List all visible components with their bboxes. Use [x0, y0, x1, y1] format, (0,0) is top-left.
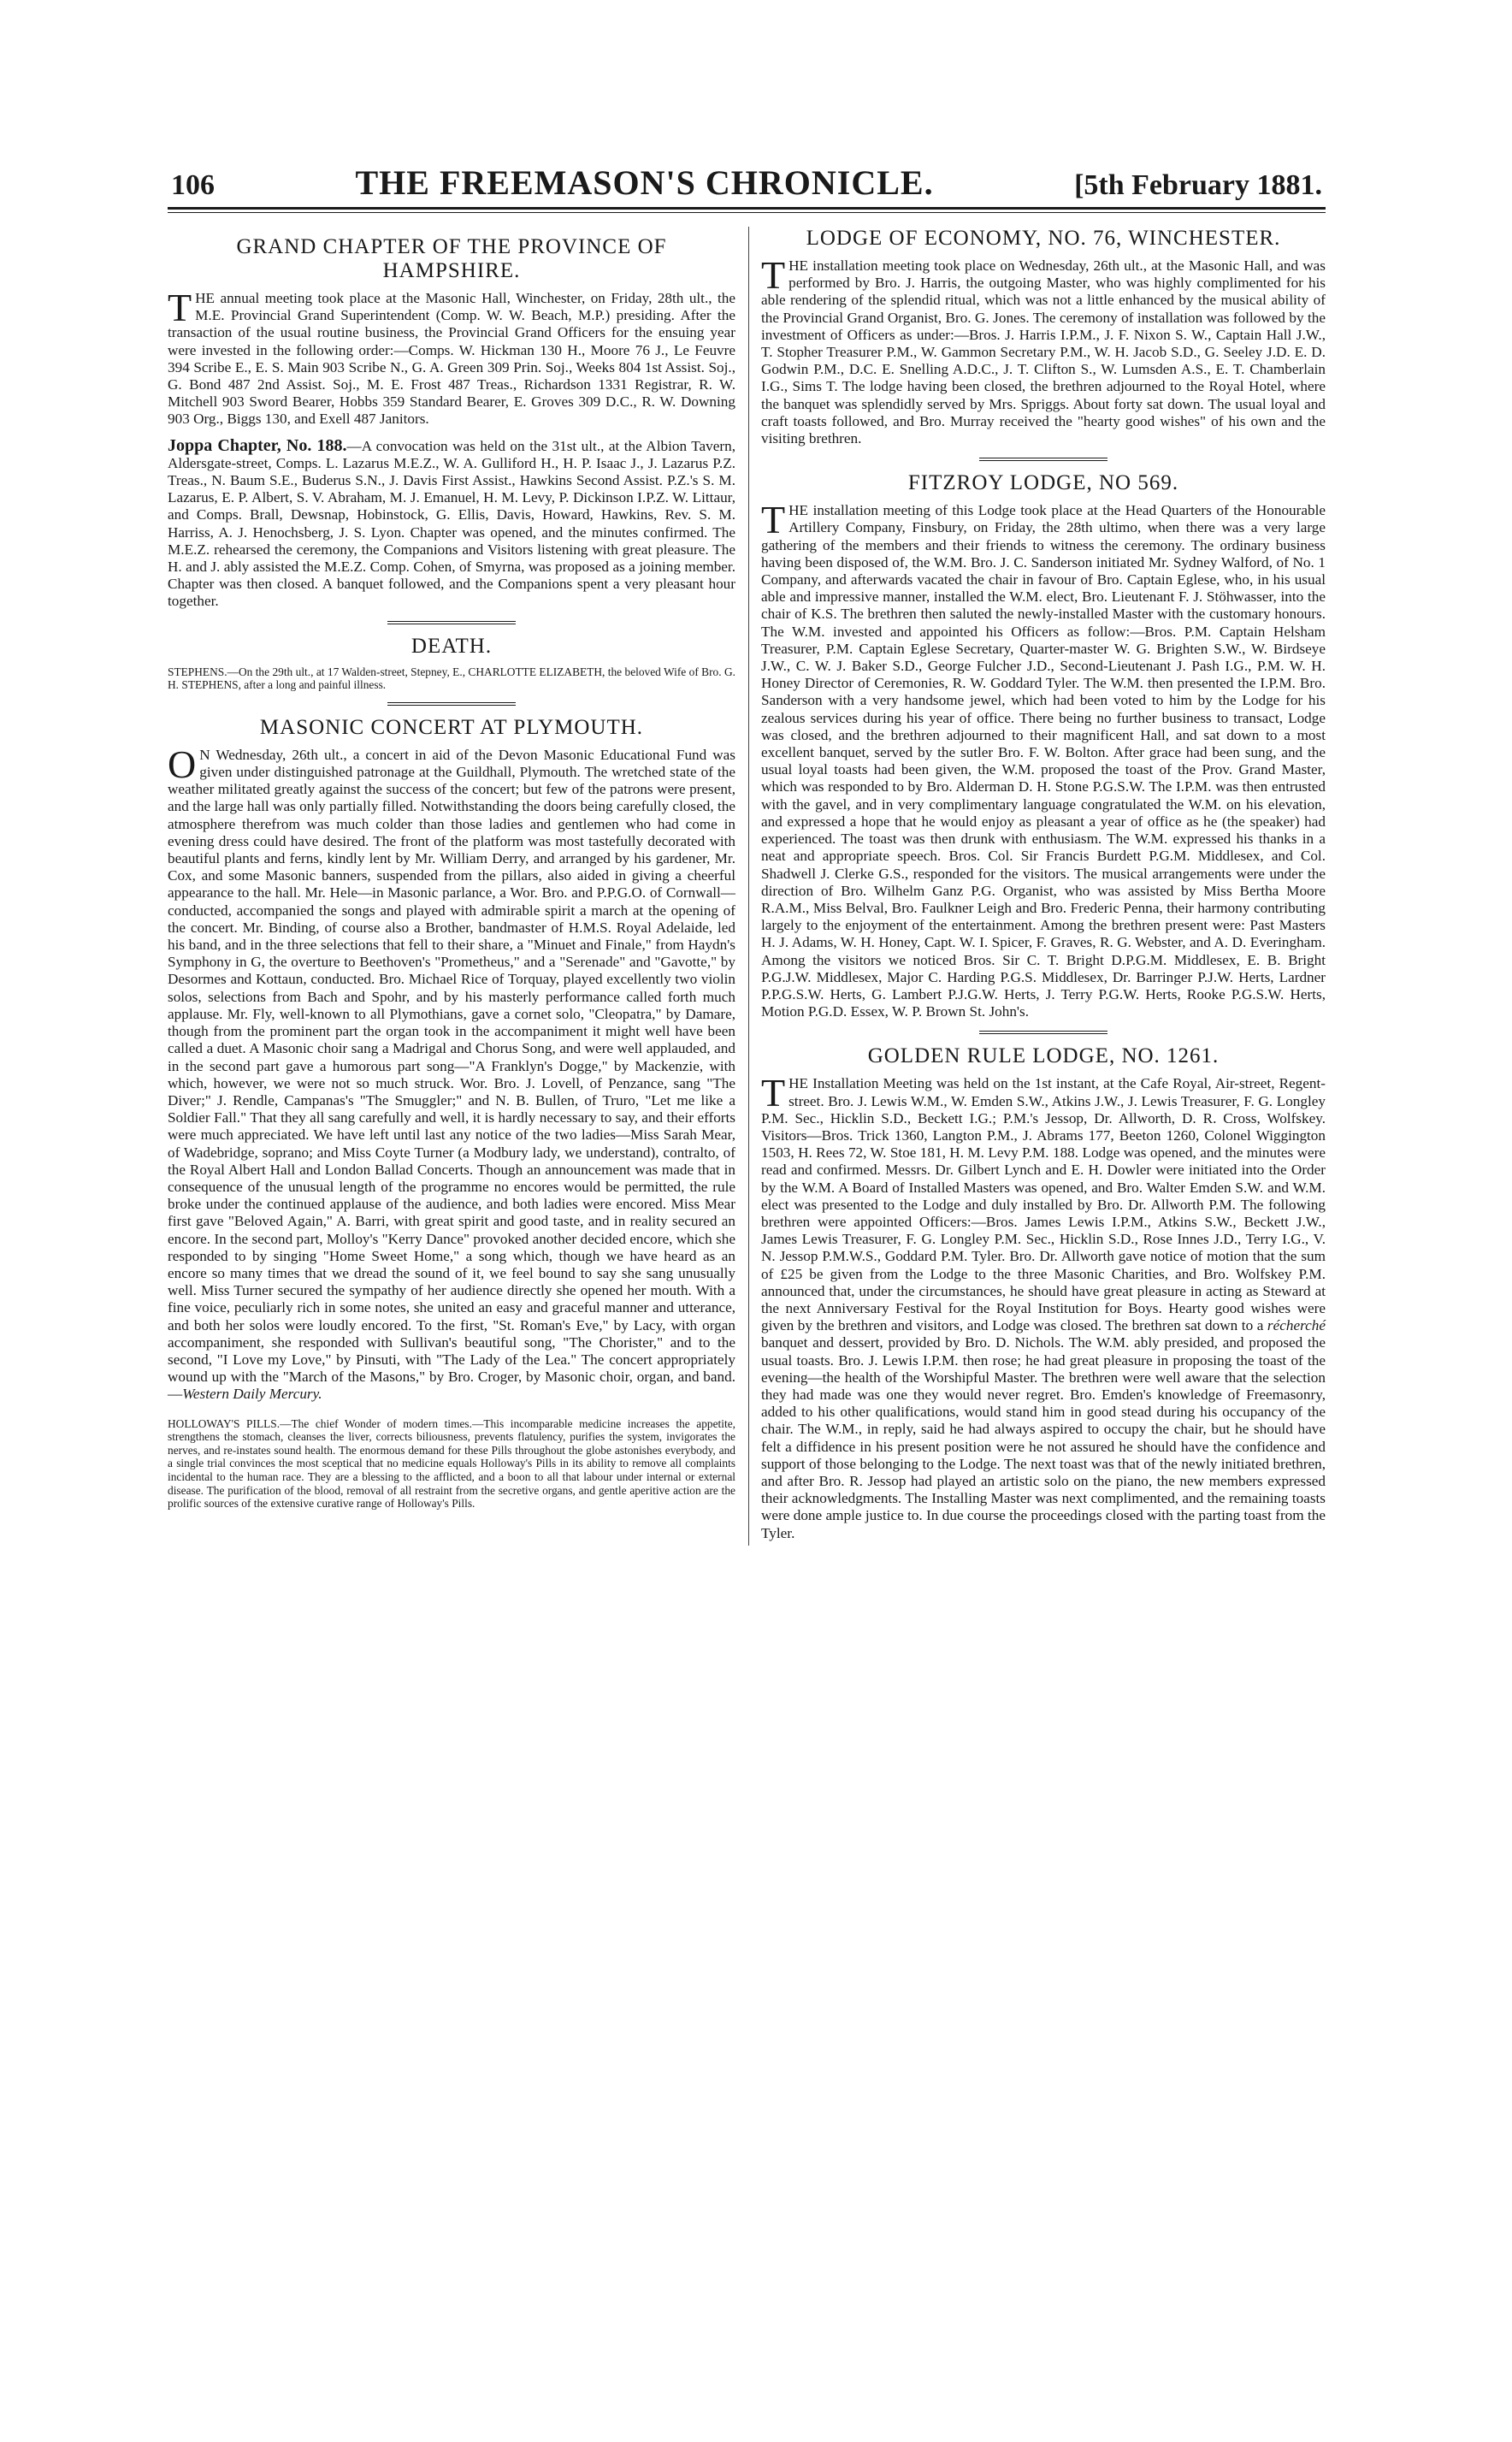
article-masonic-concert [168, 716, 735, 1404]
article-joppa-chapter [168, 437, 735, 611]
article-source: Western Daily Mercury. [182, 1386, 322, 1403]
article-heading: LODGE OF ECONOMY, NO. 76, WINCHESTER. [806, 227, 1281, 250]
issue-date: [5th February 1881. [1074, 169, 1322, 201]
article-text: ON Wednesday, 26th ult., a concert in aid of the Devon Masonic Educational Fund was given under distinguished patronage at the Guildhall, Plymouth. The wretched state of the weather militated greatly against the success of the concert; but few of the patrons were present, and the large hall was only partially filled. Notwithstanding the doors being carefully closed, the atmosphere therefrom was much colder than those ladies and gentlemen who had come in evening dress could have desired. The front of the platform was most tastefully decorated with beautiful plants and ferns, kindly lent by Mr. William Derry, and arranged by his gardener, Mr. Cox, and some Masonic banners, suspended from the pillars, also aided in giving a cheerful appearance to the hall. Mr. Hele—in Masonic parlance, a Wor. Bro. and P.P.G.O. of Cornwall—conducted, accompanied the songs and played with admirable spirit a march at the opening of the concert. Mr. Binding, of course also a Brother, bandmaster of H.M.S. Royal Adelaide, led his band, and in the three selections that fell to their share, a "Minuet and Finale," from Haydn's Symphony in G, the overture to Beethoven's "Prometheus," and a "Serenade" and "Gavotte," by Desormes and Kottaun, conducted. Bro. Michael Rice of Torquay, played excellently two violin solos, selections from Bach and Spohr, and by his masterly performance called forth much applause. Mr. Fly, well-known to all Plymothians, gave a cornet solo, "Cleopatra," by Damare, though from the prominent part the organ took in the accompaniment it might well have been called a duet. A Masonic choir sang a Madrigal and Chorus Song, and were well applauded, and in the second part gave a humorous part song—"A Franklyn's Dogge," by Mackenzie, with which, however, we were not so much struck. Wor. Bro. J. Lovell, of Penzance, sang "The Diver;" J. Rendle, Campanas's "The Smuggler;" and N. B. Bullen, of Truro, "Let me like a Soldier Fall." That they all sang carefully and well, it is hardly necessary to say, and their efforts were much appreciated. We have left until last any notice of the two ladies—Miss Sarah Mear, of Wadebridge, soprano; and Miss Coyte Turner (a Modbury lady, we understand), contralto, of the Royal Albert Hall and London Ballad Concerts. Though an announcement was made that in consequence of the unusual length of the programme no encores would be permitted, the rule broke under the continued applause of the audience, and both ladies were encored. Miss Mear first gave "Beloved Again," A. Barri, with great spirit and good taste, and in reality secured an encore. In the second part, Molloy's "Kerry Dance" provoked another decided encore, which she responded to by singing "Home Sweet Home," a song which, though we have heard as an encore so many times that we dread the sound of it, we feel bound to say she sang unusually well. Miss Turner secured the sympathy of her audience directly she opened her mouth. With a fine voice, peculiarly rich in some notes, she united an easy and graceful manner and utterance, and both her solos were loudly encored. To the first, "St. Roman's Eve," by Lacy, with organ accompaniment, she responded with Sullivan's beautiful song, "The Chorister," and to the second, "I Love my Love," by Pinsuti, with "The Lady of the Lea." The concert appropriately wound up with the "March of the Masons," by Bro. Croger, by Masonic choir, organ, and band.— [168, 742, 735, 1403]
article-body: THE installation meeting of this Lodge took place at the Head Quarters of the Honourable Artillery Company, Finsbury, on Friday, the 28th ultimo, when there was a very large gathering of the members and their friends to witness the ceremony. The ordinary business having been disposed of, the W.M. Bro. J. C. Sanderson initiated Mr. Sydney Walford, of No. 1 Company, and afterwards vacated the chair in favour of Bro. Captain Eglese, who, in his usual able and impressive manner, installed the W.M. elect, Bro. Lieutenant F. J. Stöhwasser, into the chair of K.S. The brethren then saluted the newly-installed Master with the customary honours. The W.M. invested and appointed his Officers as follow:—Bros. P.M. Captain Helsham Treasurer, P.M. Captain Eglese Secretary, Quarter-master W. G. Brighten S.W., W. Birdseye J.W., C. W. J. Baker S.D., George Fulcher J.D., Second-Lieutenant J. Pash I.G., P.M. W. H. Honey Director of Ceremonies, R. W. Goddard Tyler. The W.M. then presented the I.P.M. Bro. Sanderson with a very handsome jewel, which had been voted to him by the Lodge for his zealous services during his year of office. There being no further business to transact, Lodge was closed, and the brethren adjourned to their magnificent Hall, and sat down to a most excellent banquet, served by the sutler Bro. F. W. Bolton. After grace had been sung, and the usual loyal toasts had been given, the W.M. proposed the toast of the Prov. Grand Master, which was responded to by Bro. Alderman D. H. Stone P.G.S.W. The I.P.M. was then entrusted with the gavel, and in very complimentary language congratulated the W.M. on his elevation, and expressed a hope that he would enjoy as pleasant a year of office as he (the speaker) had experienced. The toast was then drunk with enthusiasm. The W.M. expressed his thanks in a neat and appropriate speech. Bros. Col. Sir Francis Burdett P.G.M. Middlesex, and Col. Shadwell J. Clerke G.S., responded for the visitors. The musical arrangements were under the direction of Bro. Wilhelm Ganz P.G. Organist, who was assisted by Miss Bertha Moore R.A.M., Miss Belval, Bro. Faulkner Leigh and Bro. Frederic Penna, their harmony contributing largely to the enjoyment of the entertainment. Among the brethren present were: Past Masters H. J. Adams, W. H. Honey, Capt. W. I. Spicer, F. Graves, R. G. Webster, and A. D. Everingham. Among the visitors we noticed Bros. Sir C. T. Bright D.P.G.M. Middlesex, E. B. Bright P.G.J.W. Middlesex, Major C. Harding P.G.S. Middlesex, Dr. Barringer P.J.W. Herts, Lardner P.P.G.S.W. Herts, G. Lambert P.J.G.W. Herts, J. Terry P.G.W. Herts, Rooke P.G.S.W. Herts, Motion P.G.D. Essex, W. P. Brown St. John's. [761, 498, 1326, 1020]
article-heading: MASONIC CONCERT AT PLYMOUTH. [259, 715, 644, 739]
article-heading: GRAND CHAPTER OF THE PROVINCE OF HAMPSHIRE. [236, 235, 667, 282]
article-lodge-of-economy [761, 227, 1326, 447]
article-body [761, 1071, 1326, 1541]
section-divider [387, 702, 516, 706]
article-heading: DEATH. [410, 634, 493, 658]
advert-holloway [168, 1417, 735, 1511]
advert-text: HOLLOWAY'S PILLS.—The chief Wonder of modern times.—This incomparable medicine increases the appetite, strengthens the stomach, cleanses the liver, corrects biliousness, prevents flatulency, purifies the system, invigorates the nerves, and re-instates sound health. The enormous demand for these Pills throughout the globe astonishes everybody, and a single trial convinces the most sceptical that no medicine equals Holloway's Pills in its ability to remove all complaints incidental to the human race. They are a blessing to the afflicted, and a boon to all that labour under internal or external disease. The purification of the blood, removal of all restraint from the secretive organs, and gentle aperitive action are the prolific sources of the extensive curative range of Holloway's Pills. [168, 1416, 735, 1511]
article-italic: récherché [1267, 1317, 1326, 1334]
masthead-rule [168, 207, 1326, 210]
masthead [168, 163, 1326, 200]
article-text: banquet and dessert, provided by Bro. D. Nichols. The W.M. ably presided, and proposed the usual toasts. Bro. J. Lewis I.P.M. then rose; he had great pleasure in proposing the toast of the evening—the health of the Worshipful Master. The brethren were well aware that the selection they had made was one they would never regret. Bro. Emden's knowledge of Freemasonry, added to his other qualifications, would stand him in good stead during his occupancy of the chair. The W.M., in reply, said he had always aspired to occupy the chair, but he should have felt a diffidence in his present position were he not assured he should have the confidence and support of those belonging to the Lodge. The next toast was that of the newly initiated brethren, and after Bro. R. Jessop had played an artistic solo on the piano, the new members expressed their acknowledgments. The Installing Master was next complimented, and the remaining toasts were done ample justice to. In due course the proceedings closed with the parting toast from the Tyler. [761, 1334, 1326, 1541]
newspaper-page [168, 163, 1326, 1546]
newspaper-title: THE FREEMASON'S CHRONICLE. [355, 163, 934, 202]
death-notice: STEPHENS.—On the 29th ult., at 17 Walden-street, Stepney, E., CHARLOTTE ELIZABETH, the beloved Wife of Bro. G. H. STEPHENS, after a long and painful illness. [168, 665, 735, 692]
article-body: THE annual meeting took place at the Masonic Hall, Winchester, on Friday, 28th ult., the M.E. Provincial Grand Superintendent (Comp. W. W. Beach, M.P.) presiding. After the transaction of the usual routine business, the Provincial Grand Officers for the ensuing year were invested in the following order:—Comps. W. Hickman 130 H., Moore 76 J., Le Feuvre 394 Scribe E., E. S. Main 903 Scribe N., G. A. Green 309 Prin. Soj., Weeks 804 1st Assist. Soj., G. Bond 487 2nd Assist. Soj., M. E. Frost 487 Treas., Richardson 1331 Registrar, R. W. Mitchell 903 Sword Bearer, Hobbs 359 Standard Bearer, E. Groves 309 D.C., R. W. Downing 903 Org., Biggs 130, and Exell 487 Janitors. [168, 286, 735, 428]
section-divider [979, 458, 1107, 461]
article-lead: Joppa Chapter, No. 188. [168, 435, 347, 455]
section-divider [979, 1031, 1107, 1034]
section-divider [387, 621, 516, 624]
article-death [168, 635, 735, 692]
article-heading: GOLDEN RULE LODGE, NO. 1261. [867, 1044, 1220, 1068]
article-text: THE Installation Meeting was held on the 1st instant, at the Cafe Royal, Air-street, Regent-street. Bro. J. Lewis W.M., W. Emden S.W., Atkins J.W., J. Lewis Treasurer, F. G. Longley P.M. Sec., Hicklin S.D., Beckett I.G.; P.M.'s Jessop, Dr. Allworth, D. R. Cross, Wolfskey. Visitors—Bros. Trick 1360, Langton P.M., J. Abrams 177, Beeton 1260, Colonel Wiggington 1503, H. Rees 72, W. Stoe 181, H. M. Levy P.M. 188. Lodge was opened, and the minutes were read and confirmed. Messrs. Dr. Gilbert Lynch and E. H. Dowler were initiated into the Order by the W.M. A Board of Installed Masters was opened, and Bro. Walter Emden S.W. and W.M. elect was presented to the Lodge and duly installed by Bro. Dr. Allworth P.M. The following brethren were appointed Officers:—Bros. James Lewis I.P.M., Atkins S.W., Beckett J.W., James Lewis Treasurer, F. G. Longley P.M. Sec., Hicklin S.D., Rose Innes J.D., Terry I.G., V. N. Jessop P.M.W.S., Goddard P.M. Tyler. Bro. Dr. Allworth gave notice of motion that the sum of £25 be given from the Lodge to the three Masonic Charities, and Bro. Wolfskey P.M. announced that, under the circumstances, he should have great pleasure in acting as Steward at the next Anniversary Festival for the Royal Institution for Boys. Hearty good wishes were given by the brethren and visitors, and Lodge was closed. The brethren sat down to a [761, 1071, 1326, 1334]
article-grand-chapter [168, 235, 735, 429]
masthead-rule-thin [168, 212, 1326, 213]
article-body [168, 437, 735, 611]
article-body [168, 742, 735, 1404]
right-column [748, 227, 1326, 1546]
article-text: —A convocation was held on the 31st ult., at the Albion Tavern, Aldersgate-street, Comps. L. Lazarus M.E.Z., W. A. Gulliford H., H. P. Isaac J., J. Lazarus P.Z. Treas., N. Baum S.E., Buderus S.N., J. Davis First Assist., Hawkins Second Assist. P.Z.'s S. M. Lazarus, E. P. Albert, S. V. Abraham, M. J. Emanuel, H. M. Levy, P. Dickinson I.P.Z. W. Littaur, and Comps. Brall, Dewsnap, Hobinstock, G. Ellis, Davis, Howard, Hawkins, Rev. S. M. Harriss, A. J. Henochsberg, J. S. Lyon. Chapter was opened, and the minutes confirmed. The M.E.Z. rehearsed the ceremony, the Companions and Visitors listening with great pleasure. The H. and J. ably assisted the M.E.Z. Comp. Cohen, of Smyrna, was proposed as a joining member. Chapter was then closed. A banquet followed, and the Companions spent a very pleasant hour together. [168, 437, 735, 610]
page-number: 106 [171, 169, 215, 201]
article-body: THE installation meeting took place on Wednesday, 26th ult., at the Masonic Hall, and was performed by Bro. J. Harris, the outgoing Master, who was highly complimented for his able rendering of the splendid ritual, which was not a little enhanced by the musical ability of the Provincial Grand Organist, Bro. G. Jones. The ceremony of installation was followed by the investment of Officers as under:—Bros. J. Harris I.P.M., J. F. Nixon S. W., Captain Hall J.W., T. Stopher Treasurer P.M., W. Gammon Secretary P.M., W. H. Jacob S.D., G. Seeley J.D. E. D. Godwin P.M., D.C. E. Snelling A.D.C., J. T. Clifton S., W. Lumsden A.S., E. T. Chamberlain I.G., Sims T. The lodge having been closed, the brethren adjourned to the Royal Hotel, where the banquet was splendidly served by Mrs. Spriggs. About forty sat down. The usual loyal and craft toasts followed, and Bro. Murray received the "hearty good wishes" of his own and the visiting brethren. [761, 253, 1326, 447]
left-column [168, 227, 735, 1546]
article-golden-rule-lodge [761, 1044, 1326, 1541]
columns [168, 227, 1326, 1546]
article-fitzroy-lodge [761, 471, 1326, 1020]
article-heading: FITZROY LODGE, NO 569. [907, 471, 1179, 495]
